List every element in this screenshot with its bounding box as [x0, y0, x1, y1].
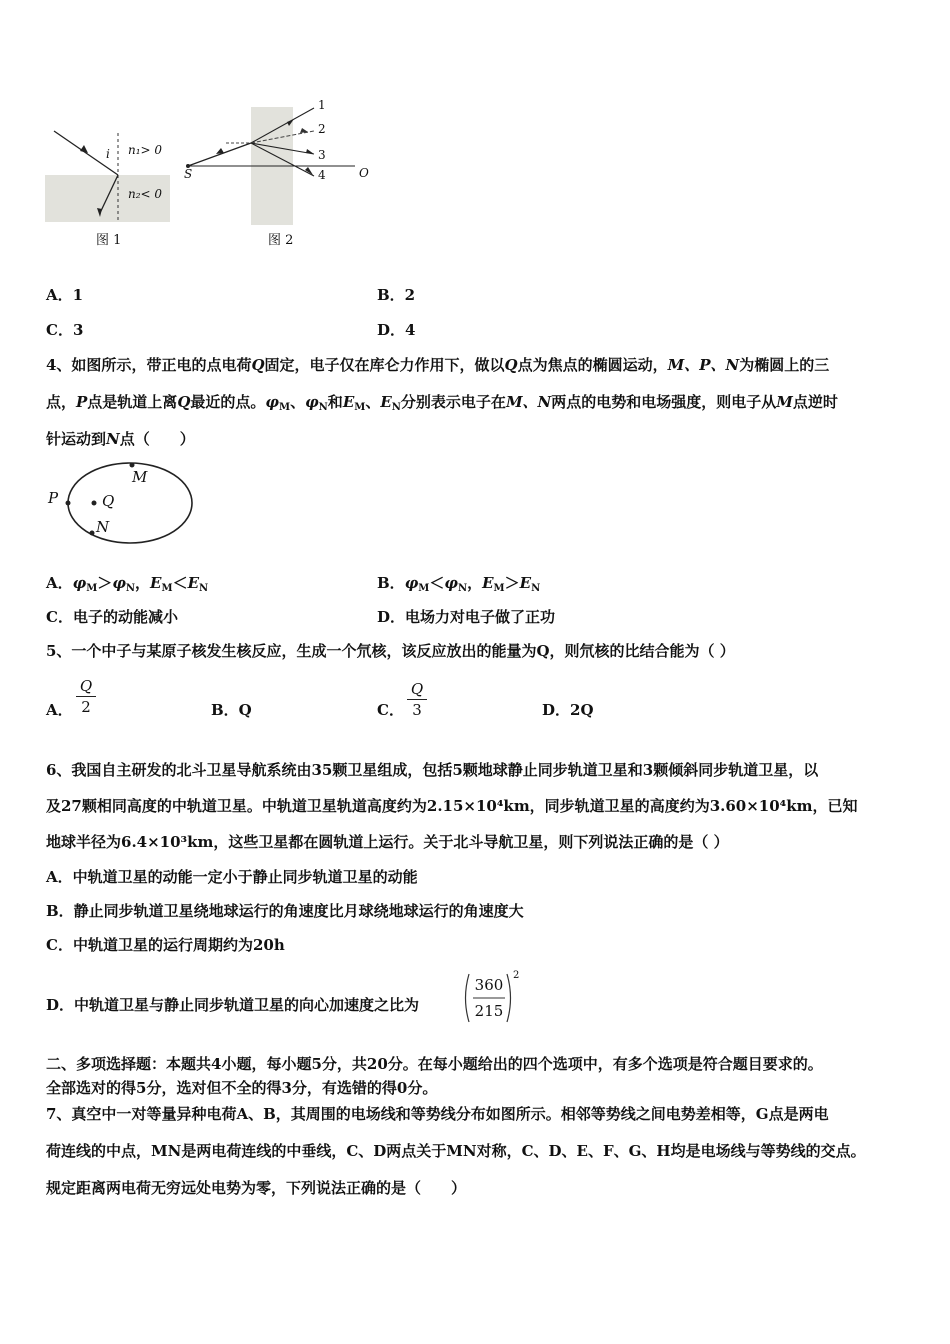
ratio-exponent: 2: [513, 970, 520, 981]
q6-option-b[interactable]: B．静止同步轨道卫星绕地球运行的角速度比月球绕地球运行的角速度大: [46, 902, 524, 920]
figure-1: [40, 125, 180, 248]
orbit-m-label: M: [132, 468, 148, 486]
angle-i-label: i: [106, 147, 110, 161]
figure-2-diagram: [180, 96, 380, 246]
s-label: S: [184, 167, 193, 181]
q4-option-b[interactable]: B．$\varphi_M<\varphi_N$，$E_M>E_N$: [377, 574, 541, 594]
n1-label: n₁> 0: [128, 143, 163, 157]
ray-2-label: 2: [318, 122, 326, 136]
q6-stem-line-1: 6、我国自主研发的北斗卫星导航系统由35颗卫星组成，包括5颗地球静止同步轨道卫星和3颗倾斜同步轨道卫星，以: [46, 761, 819, 779]
ray-4-label: 4: [318, 168, 326, 182]
q5-option-d[interactable]: D．2Q: [542, 701, 594, 719]
q6-option-a[interactable]: A．中轨道卫星的动能一定小于静止同步轨道卫星的动能: [46, 868, 418, 886]
q6-option-d-expression[interactable]: [461, 970, 521, 1026]
q4-stem-line-3: 针运动到N点（ ）: [46, 430, 195, 448]
q3-option-d[interactable]: D．4: [377, 321, 416, 339]
q4-stem-line-2: 点，P点是轨道上离Q最近的点。$\varphi_M$、$\varphi_N$和$E_M$、$E_N$分别表示电子在M、N两点的电势和电场强度，则电子从M点逆时: [46, 393, 838, 413]
q4-option-c[interactable]: C．电子的动能减小: [46, 608, 178, 626]
section-2-heading-line-2: 全部选对的得5分，选对但不全的得3分，有选错的得0分。: [46, 1079, 438, 1097]
q4-stem-line-1: 4、如图所示，带正电的点电荷Q固定，电子仅在库仑力作用下，做以Q点为焦点的椭圆运动，M、P、N为椭圆上的三: [46, 356, 830, 374]
q3-option-b[interactable]: B．2: [377, 286, 416, 304]
orbit-p-label: P: [48, 489, 59, 507]
o-label: O: [359, 166, 369, 180]
q3-option-a[interactable]: A．1: [46, 286, 84, 304]
q7-stem-line-1: 7、真空中一对等量异种电荷A、B，其周围的电场线和等势线分布如图所示。相邻等势线之间电势差相等，G点是两电: [46, 1105, 829, 1123]
figure-2: [180, 96, 380, 246]
q5-option-c-label[interactable]: C．: [377, 701, 404, 719]
q4-orbit-figure: [44, 460, 204, 550]
q4-option-a[interactable]: A．$\varphi_M>\varphi_N$，$E_M<E_N$: [46, 574, 209, 594]
ratio-numerator: 360: [474, 976, 504, 994]
q6-option-c[interactable]: C．中轨道卫星的运行周期约为20h: [46, 936, 285, 954]
figure-2-caption: 图 2: [268, 233, 294, 248]
orbit-n-label: N: [96, 518, 110, 536]
ray-1-label: 1: [318, 98, 326, 112]
q5-option-a-label[interactable]: A．: [46, 701, 73, 719]
q6-stem-line-3: 地球半径为6.4×10³km，这些卫星都在圆轨道上运行。关于北斗导航卫星，则下列说法正确的是（ ）: [46, 833, 729, 851]
q5-option-b[interactable]: B．Q: [211, 701, 252, 719]
q7-stem-line-2: 荷连线的中点，MN是两电荷连线的中垂线，C、D两点关于MN对称，C、D、E、F、G、H均是电场线与等势线的交点。: [46, 1142, 866, 1160]
n2-label: n₂< 0: [128, 187, 163, 201]
orbit-diagram: [44, 460, 204, 550]
q6-option-d[interactable]: D．中轨道卫星与静止同步轨道卫星的向心加速度之比为: [46, 996, 420, 1014]
section-2-heading-line-1: 二、多项选择题：本题共4小题，每小题5分，共20分。在每小题给出的四个选项中，有多个选项是符合题目要求的。: [46, 1055, 823, 1073]
ratio-denominator: 215: [474, 1002, 504, 1020]
q5-stem: 5、一个中子与某原子核发生核反应，生成一个氘核，该反应放出的能量为Q，则氘核的比结合能为（ ）: [46, 642, 735, 660]
q6-stem-line-2: 及27颗相同高度的中轨道卫星。中轨道卫星轨道高度约为2.15×10⁴km，同步轨道卫星的高度约为3.60×10⁴km，已知: [46, 797, 858, 815]
ray-3-label: 3: [318, 148, 326, 162]
q7-stem-line-3: 规定距离两电荷无穷远处电势为零，下列说法正确的是（ ）: [46, 1179, 467, 1197]
q3-option-c[interactable]: C．3: [46, 321, 84, 339]
q4-option-d[interactable]: D．电场力对电子做了正功: [377, 608, 556, 626]
orbit-q-label: Q: [102, 492, 115, 510]
figure-1-caption: 图 1: [96, 233, 122, 248]
q5-option-c-fraction[interactable]: Q 3: [407, 680, 427, 719]
q5-option-a-fraction[interactable]: Q 2: [76, 677, 96, 716]
